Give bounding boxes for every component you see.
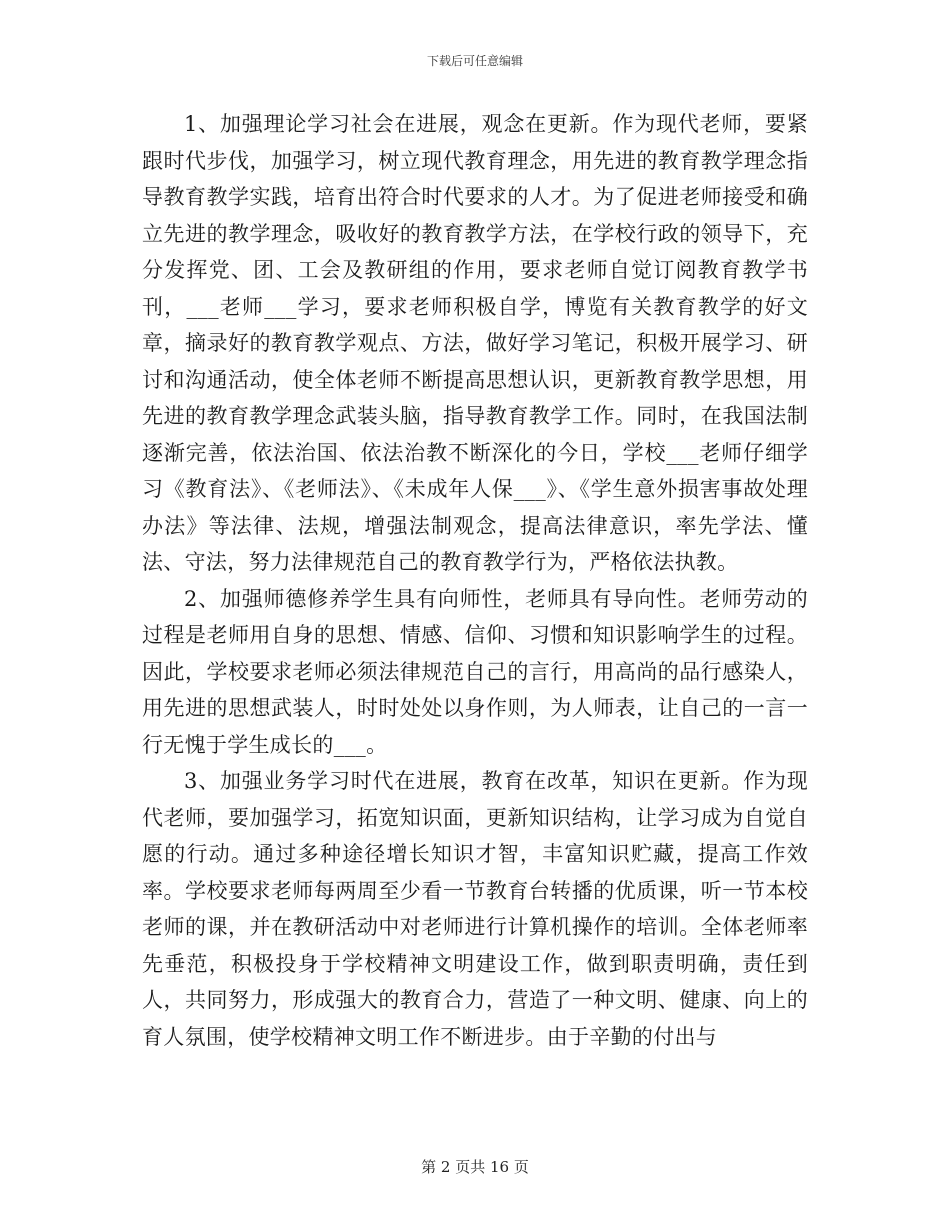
paragraph-professional-study: 3、加强业务学习时代在进展，教育在改革，知识在更新。作为现代老师，要加强学习，拓宽知识面，更新知识结构，让学习成为自觉自愿的行动。通过多种途径增长知识才智，丰富知识贮藏，提高工作效率。学校要求老师每两周至少看一节教育台转播的优质课，听一节本校老师的课，并在教研活动中对老师进行计算机操作的培训。全体老师率先垂范，积极投身于学校精神文明建设工作，做到职责明确，责任到人，共同努力，形成强大的教育合力，营造了一种文明、健康、向上的育人氛围，使学校精神文明工作不断进步。由于辛勤的付出与 — [142, 769, 808, 1049]
paragraph-theory-study: 1、加强理论学习社会在进展，观念在更新。作为现代老师，要紧跟时代步伐，加强学习，树立现代教育理念，用先进的教育教学理念指导教育教学实践，培育出符合时代要求的人才。为了促进老师接受和确立先进的教学理念，吸收好的教育教学方法，在学校行政的领导下，充分发挥党、团、工会及教研组的作用，要求老师自觉订阅教育教学书刊，___老师___学习，要求老师积极自学，博览有关教育教学的好文章，摘录好的教育教学观点、方法，做好学习笔记，积极开展学习、研讨和沟通活动，使全体老师不断提高思想认识，更新教育教学思想，用先进的教育教学理念武装头脑，指导教育教学工作。同时，在我国法制逐渐完善，依法治国、依法治教不断深化的今日，学校___老师仔细学习《教育法》、《老师法》、《未成年人保___》、《学生意外损害事故处理办法》等法律、法规，增强法制观念，提高法律意识，率先学法、懂法、守法，努力法律规范自己的教育教学行为，严格依法执教。 — [142, 112, 808, 574]
page-header: 下载后可任意编辑 — [426, 54, 523, 68]
document-body — [142, 106, 808, 1055]
paragraph-ethics: 2、加强师德修养学生具有向师性，老师具有导向性。老师劳动的过程是老师用自身的思想、情感、信仰、习惯和知识影响学生的过程。因此，学校要求老师必须法律规范自己的言行，用高尚的品行感染人，用先进的思想武装人，时时处处以身作则，为人师表，让自己的一言一行无愧于学生成长的___。 — [142, 586, 808, 757]
page-footer: 第 2 页共 16 页 — [421, 1158, 529, 1176]
